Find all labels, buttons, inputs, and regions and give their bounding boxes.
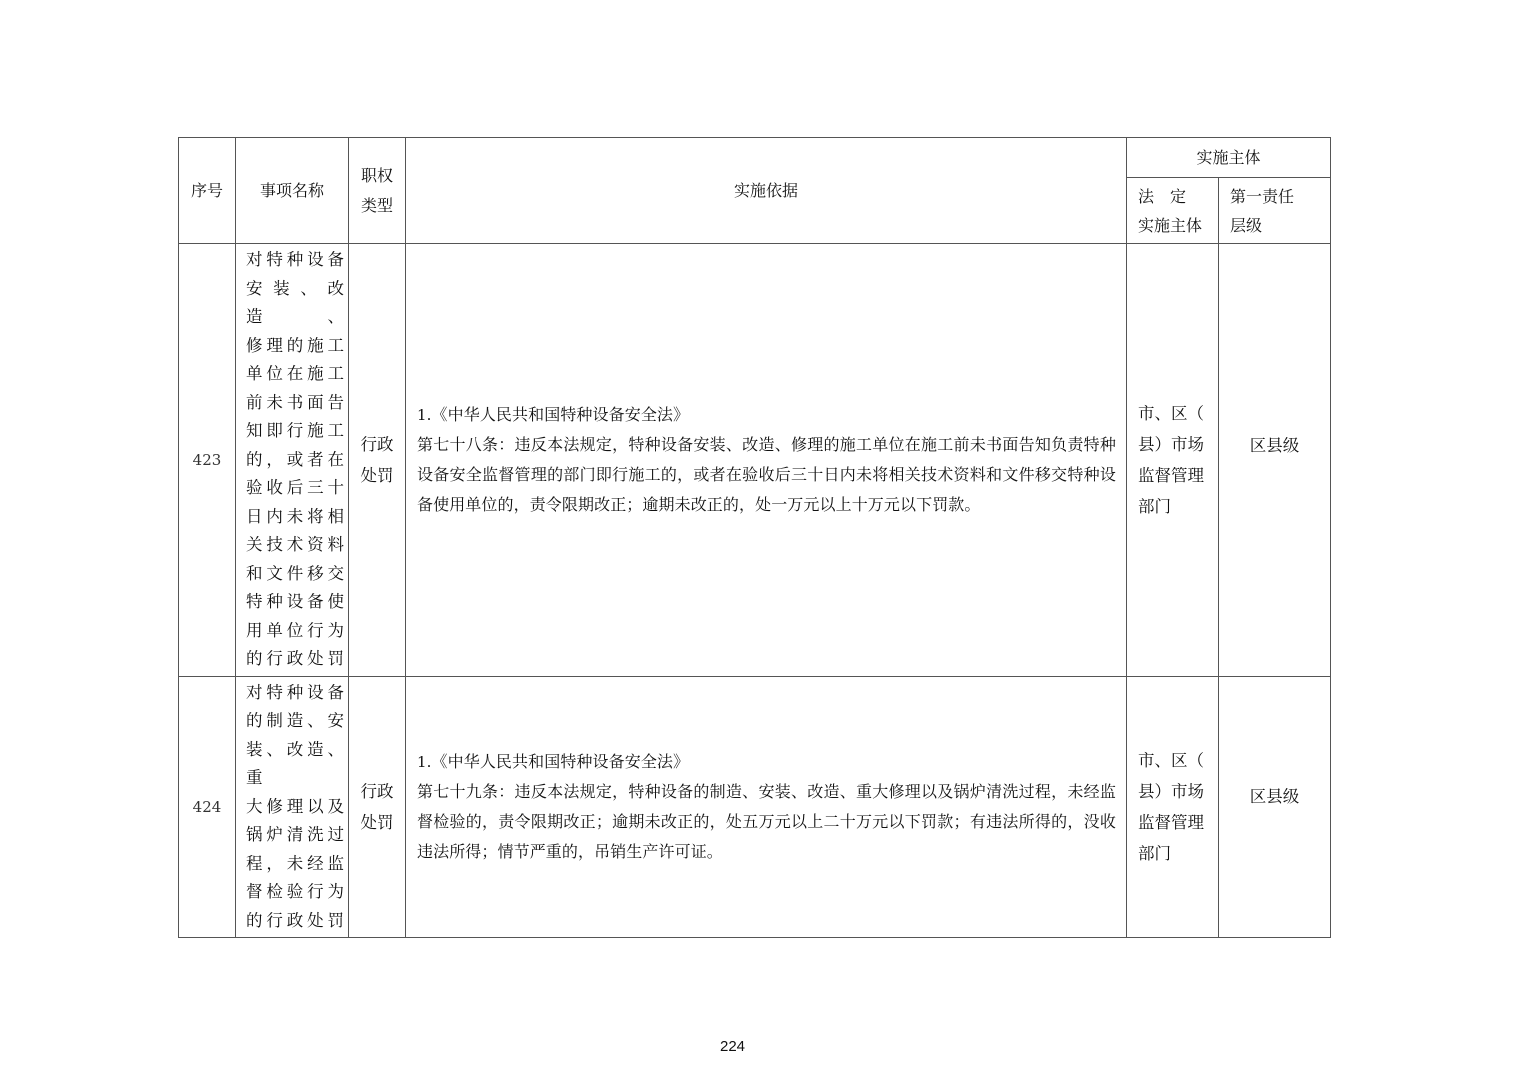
law-article: 第七十八条：违反本法规定，特种设备安装、改造、修理的施工单位在施工前未书面告知负责特种设备安全监督管理的部门即行施工的，或者在验收后三十日内未将相关技术资料和文件移交特种设备使用单位的，责令限期改正；逾期未改正的，处一万元以上十万元以下罚款。 [417,435,1116,514]
row-legal-subject [1127,244,1219,677]
item-name-line: 锅炉清洗过 [246,825,344,845]
item-name-line: 对特种设备 [246,250,344,270]
row-responsibility-level: 区县级 [1219,677,1331,938]
table-row [179,244,1331,677]
row-seq: 423 [179,244,236,677]
authority-type-line: 处罚 [360,813,394,832]
row-item-name [236,677,349,938]
item-name-line: 知即行施工 [246,421,344,441]
row-responsibility-level: 区县级 [1219,244,1331,677]
subject-line: 市、区（ [1138,751,1204,770]
item-name-line: 程，未经监 [246,853,344,873]
item-name-line: 装、改造、重 [246,739,344,788]
header-subject-group: 实施主体 [1127,138,1331,178]
subject-line: 市、区（ [1138,404,1204,423]
row-authority-type [349,244,406,677]
table-row [179,677,1331,938]
item-name-line: 的行政处罚 [246,910,344,930]
item-name-line: 单位在施工 [246,364,344,384]
law-title-line [417,400,1116,430]
subject-line: 监督管理 [1138,466,1204,485]
law-title-line [417,747,1116,777]
row-legal-basis [406,677,1127,938]
item-name-line: 和文件移交 [246,563,344,583]
item-name-line: 对特种设备 [246,682,344,702]
header-legal-line1: 法 定 [1138,186,1187,206]
row-legal-basis [406,244,1127,677]
item-name-line: 验收后三十 [246,478,344,498]
item-name-line: 的制造、安 [246,711,344,731]
row-item-name [236,244,349,677]
header-type-line2: 类型 [360,195,393,215]
row-seq: 424 [179,677,236,938]
subject-line: 监督管理 [1138,813,1204,832]
law-number: 1. [417,406,432,424]
item-name-line: 用单位行为 [246,620,344,640]
header-name: 事项名称 [236,138,349,244]
subject-line: 部门 [1138,497,1171,516]
item-name-line: 日内未将相 [246,506,344,526]
subject-line: 县）市场 [1138,782,1204,801]
header-basis: 实施依据 [406,138,1127,244]
header-responsibility-level [1219,178,1331,244]
item-name-line: 安装、改造、 [246,278,344,327]
item-name-line: 关技术资料 [246,535,344,555]
authority-type-line: 行政 [360,782,394,801]
item-name-line: 前未书面告 [246,392,344,412]
law-title: 《中华人民共和国特种设备安全法》 [431,405,690,424]
item-name-line: 督检验行为 [246,882,344,902]
header-type-line1: 职权 [360,165,393,185]
item-name-line: 大修理以及 [246,796,344,816]
row-legal-subject [1127,677,1219,938]
item-name-line: 特种设备使 [246,592,344,612]
law-number: 1. [417,753,432,771]
law-article: 第七十九条：违反本法规定，特种设备的制造、安装、改造、重大修理以及锅炉清洗过程，未经监督检验的，责令限期改正；逾期未改正的，处五万元以上二十万元以下罚款；有违法所得的，没收违法所得；情节严重的，吊销生产许可证。 [417,782,1116,861]
authority-type-line: 处罚 [360,466,394,485]
row-authority-type [349,677,406,938]
page-number: 224 [719,1038,746,1055]
header-level-line2: 层级 [1230,215,1263,235]
authority-type-line: 行政 [360,435,394,454]
subject-line: 部门 [1138,844,1171,863]
header-type [349,138,406,244]
item-name-line: 的，或者在 [246,449,344,469]
header-level-line1: 第一责任 [1230,186,1295,206]
item-name-line: 的行政处罚 [246,649,344,669]
enforcement-items-table [178,137,1331,938]
header-legal-line2: 实施主体 [1138,215,1203,235]
header-legal-subject [1127,178,1219,244]
item-name-line: 修理的施工 [246,335,344,355]
header-seq: 序号 [179,138,236,244]
law-title: 《中华人民共和国特种设备安全法》 [431,752,690,771]
subject-line: 县）市场 [1138,435,1204,454]
